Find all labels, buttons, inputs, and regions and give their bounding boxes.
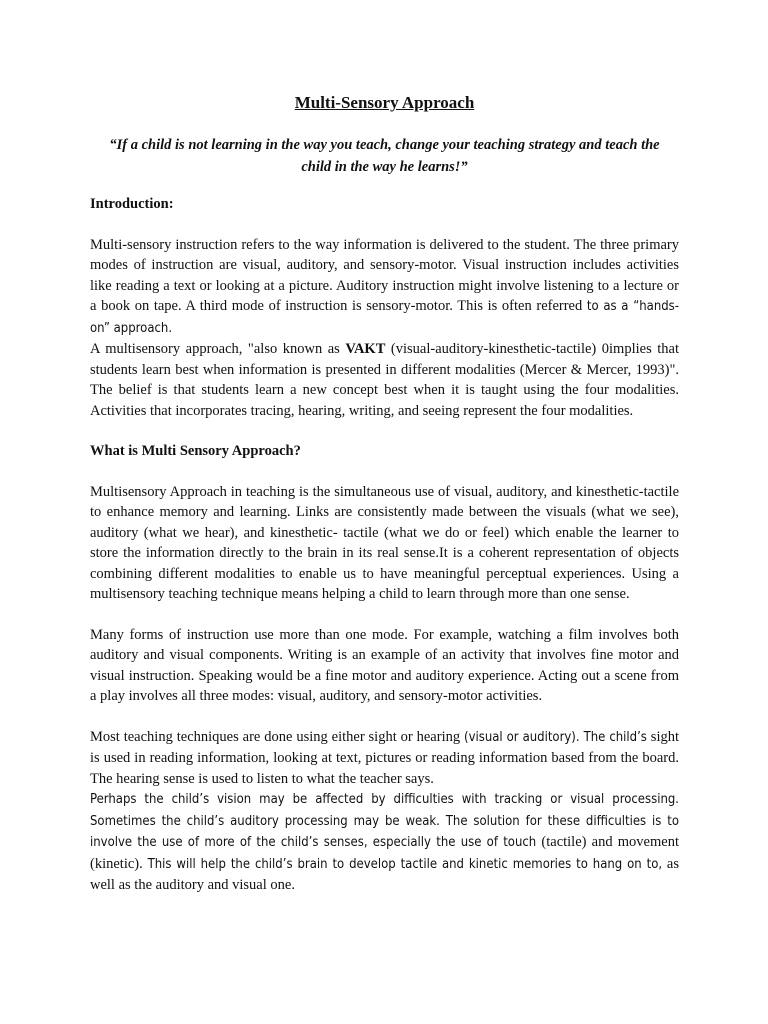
what-is-paragraph-4-d: as well as the auditory and visual one. [90,855,679,893]
what-is-paragraph-3-b: (visual or auditory). The child’s [464,729,647,745]
what-is-paragraph-3-c: sight is used in reading information, looking at text, pictures or reading information based from the board. The hearing sense is used to listen to what the teacher says. [90,728,680,787]
epigraph-quote: “If a child is not learning in the way you teach, change your teaching strategy and teach the child in the way he learns!” [109,137,660,175]
section-heading-introduction: Introduction: [90,196,174,212]
vakt-term: VAKT [345,341,386,357]
intro-paragraph-2-before: A multisensory approach, "also known as [90,341,346,357]
section-heading-what-is: What is Multi Sensory Approach? [90,443,301,459]
what-is-paragraph-1: Multisensory Approach in teaching is the simultaneous use of visual, auditory, and kinesthetic-tactile to enhance memory and learning. Links are consistently made between the visuals (what we see), auditory (what we hear), and kinesthetic- tactile (what we do or feel) which enable the learner to store the information directly to the brain in its real sense.It is a coherent representation of objects combining different modalities to enable us to have meaningful perceptual experiences. Using a multisensory teaching technique means helping a child to learn through more than one sense. [90,483,679,602]
document-title: Multi-Sensory Approach [294,93,475,112]
intro-paragraph-2 [90,339,679,421]
intro-paragraph-1 [90,235,679,340]
what-is-paragraph-2: Many forms of instruction use more than one mode. For example, watching a film involves both auditory and visual components. Writing is an example of an activity that involves fine motor and visual instruction. Speaking would be a fine motor and auditory experience. Acting out a scene from a play involves all three modes: visual, auditory, and sensory-motor activities. [90,626,679,704]
what-is-paragraph-4-b: (tactile) and movement (kinetic). [90,834,679,872]
intro-paragraph-1-tail: to as a “hands-on” approach. [90,299,679,336]
what-is-paragraph-4-a: Perhaps the child’s vision may be affected by difficulties with tracking or visual processing. Sometimes the child’s auditory processing may be weak. The solution for these difficulties is to involve the use of more of the child’s senses, especially the use of touch [90,792,679,850]
what-is-paragraph-4 [90,789,679,896]
intro-paragraph-1-text: Multi-sensory instruction refers to the way information is delivered to the student. The three primary modes of instruction are visual, auditory, and sensory-motor. Visual instruction includes activities like reading a text or looking at a picture. Auditory instruction might involve listening to a lecture or a book on tape. A third mode of instruction is sensory-motor. This is often referred [90,236,679,314]
intro-paragraph-2-after: (visual-auditory-kinesthetic-tactile) 0implies that students learn best when information is presented in different modalities (Mercer & Mercer, 1993)". The belief is that students learn a new concept best when it is taught using the four modalities. Activities that incorporates tracing, hearing, writing, and seeing represent the four modalities. [90,341,679,419]
what-is-paragraph-4-c: This will help the child’s brain to develop tactile and kinetic memories to hang on to, [147,856,663,872]
what-is-paragraph-3 [90,727,679,790]
what-is-paragraph-3-a: Most teaching techniques are done using either sight or hearing [90,728,464,745]
